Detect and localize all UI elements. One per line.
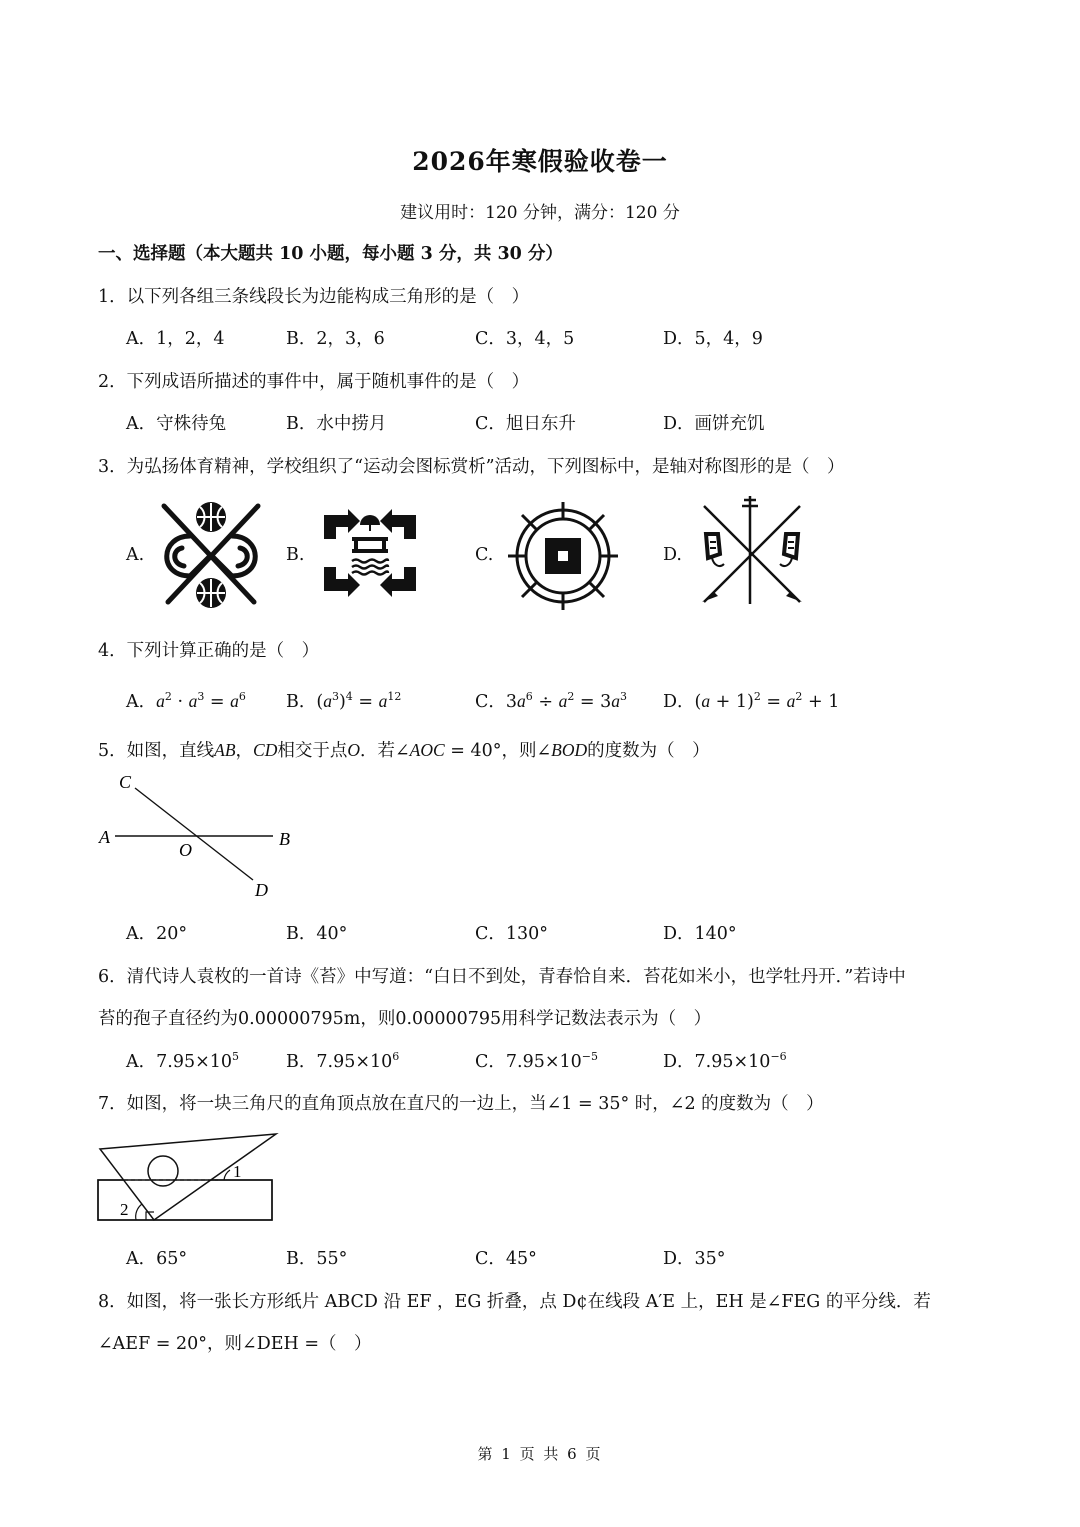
q5-figure-intersecting-lines <box>95 770 300 900</box>
q7-option-c: C．45° <box>475 1249 537 1269</box>
q5-label-a: A <box>99 827 110 847</box>
q7-option-a: A．65° <box>126 1249 188 1269</box>
q7-figure-ruler-triangle <box>96 1130 281 1225</box>
q4-option-b: B．$(a^3)^4 = a^{12}$ <box>286 690 402 712</box>
q7-option-b: B．55° <box>286 1249 348 1269</box>
q3-label-c: C. <box>475 545 494 565</box>
page-title: 2026年寒假验收卷一 <box>412 147 668 176</box>
question-7-stem: 7．如图，将一块三角尺的直角顶点放在直尺的一边上，当∠1 = 35° 时，∠2 的度数为（ ） <box>98 1094 824 1114</box>
q3-label-d: D. <box>663 545 682 565</box>
exam-subtitle: 建议用时：120 分钟，满分：120 分 <box>400 203 680 223</box>
q7-option-d: D．35° <box>663 1249 726 1269</box>
q4-option-a: A．$a^2 \cdot a^3 = a^6$ <box>126 690 246 712</box>
q2-option-b: B．水中捞月 <box>286 414 387 434</box>
question-8-line-2: ∠AEF = 20°，则∠DEH =（ ） <box>98 1334 372 1354</box>
q4-label-a: A． <box>126 692 157 712</box>
q6-option-b: B．$7.95\times 10^6$ <box>286 1050 400 1072</box>
sports-icon-c-target <box>508 502 618 610</box>
q2-option-d: D．画饼充饥 <box>663 414 765 434</box>
q3-label-b: B. <box>286 545 305 565</box>
q6-option-c: C．$7.95\times 10^{-5}$ <box>475 1050 599 1072</box>
sports-icon-a-basketball <box>150 498 272 610</box>
q4-option-d: D．$(a + 1)^2 = a^2 + 1$ <box>663 690 840 712</box>
sports-icon-d-fencing <box>692 492 812 612</box>
q1-option-d: D．5，4，9 <box>663 329 763 349</box>
q4-label-c: C． <box>475 692 506 712</box>
q3-label-a: A. <box>126 545 145 565</box>
q6-option-d: D．$7.95\times 10^{-6}$ <box>663 1050 787 1072</box>
q5-label-b: B <box>279 829 290 849</box>
q4-label-d: D． <box>663 692 695 712</box>
q1-option-b: B．2，3，6 <box>286 329 385 349</box>
q2-option-a: A．守株待兔 <box>126 414 227 434</box>
q5-option-d: D．140° <box>663 924 737 944</box>
q5-option-a: A．20° <box>126 924 188 944</box>
q2-option-c: C．旭日东升 <box>475 414 576 434</box>
q4-option-c: C．$3a^6 \div a^2 = 3a^3$ <box>475 690 628 712</box>
q5-label-o: O <box>179 840 192 860</box>
question-6-line-2: 苔的孢子直径约为0.00000795m，则0.00000795用科学记数法表示为（ ） <box>98 1009 712 1029</box>
section-heading: 一、选择题（本大题共 10 小题，每小题 3 分，共 30 分） <box>98 244 563 264</box>
question-1-stem: 1．以下列各组三条线段长为边能构成三角形的是（ ） <box>98 287 530 307</box>
question-6-line-1: 6．清代诗人袁枚的一首诗《苔》中写道：“白日不到处，青春恰自来．苔花如米小，也学牡丹开．”若诗中 <box>98 967 906 987</box>
q5-option-c: C．130° <box>475 924 549 944</box>
sports-icon-b-swimming <box>318 505 422 601</box>
question-4-stem: 4．下列计算正确的是（ ） <box>98 641 320 661</box>
q7-angle-1-label: 1 <box>233 1162 242 1181</box>
question-5-stem: 5．如图，直线AB，CD相交于点O．若∠AOC = 40°，则∠BOD的度数为（ ） <box>98 740 710 761</box>
q6-option-a: A．$7.95\times 10^5$ <box>126 1050 240 1072</box>
question-3-stem: 3．为弘扬体育精神，学校组织了“运动会图标赏析”活动，下列图标中，是轴对称图形的是（ ） <box>98 457 845 477</box>
q5-label-d: D <box>255 880 268 900</box>
question-2-stem: 2．下列成语所描述的事件中，属于随机事件的是（ ） <box>98 372 530 392</box>
q5-option-b: B．40° <box>286 924 348 944</box>
page-footer: 第 1 页 共 6 页 <box>477 1445 603 1463</box>
question-8-line-1: 8．如图，将一张长方形纸片 ABCD 沿 EF ，EG 折叠，点 D¢在线段 A′E 上，EH 是∠FEG 的平分线．若 <box>98 1292 931 1312</box>
q1-option-c: C．3，4，5 <box>475 329 575 349</box>
q5-label-c: C <box>119 772 132 792</box>
q1-option-a: A．1，2，4 <box>126 329 225 349</box>
q4-label-b: B． <box>286 692 317 712</box>
q7-angle-2-label: 2 <box>120 1200 129 1219</box>
